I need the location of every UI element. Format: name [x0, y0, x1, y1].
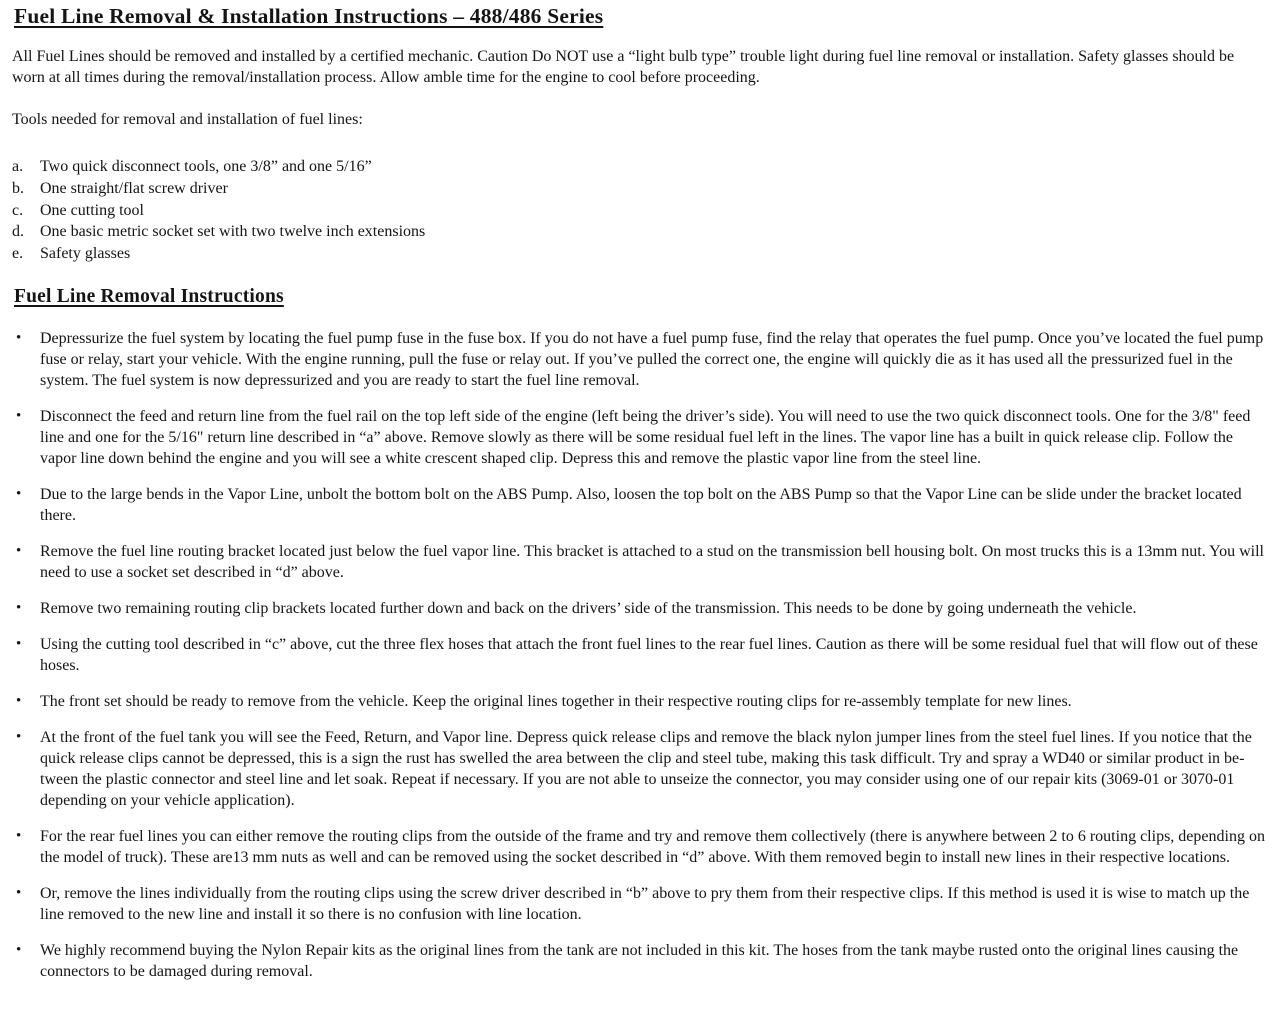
tool-item-marker: c.: [12, 201, 24, 219]
step-text: Remove the fuel line routing bracket located just below the fuel vapor line. This bracket is attached to a stud on the transmission bell housing bolt. On most trucks this is a 13mm nut. You will need to use a socket set described in “d” above.: [40, 542, 1264, 581]
step-text: Due to the large bends in the Vapor Line, unbolt the bottom bolt on the ABS Pump. Also, loosen the top bolt on the ABS Pump so that the Vapor Line can be slide under the bracket located there.: [40, 485, 1242, 524]
step-text: Disconnect the feed and return line from the fuel rail on the top left side of the engine (left being the driver’s side). You will need to use the two quick disconnect tools. One for the 3/8" feed line and one for the 5/16" return line described in “a” above. Remove slowly as there will be some residual fuel left in the lines. The vapor line has a built in quick release clip. Follow the vapor line down behind the engine and you will see a white crescent shaped clip. Depress this and remove the plastic vapor line from the steel line.: [40, 407, 1251, 467]
intro-paragraph: All Fuel Lines should be removed and installed by a certified mechanic. Caution Do NOT use a “light bulb type” trouble light during fuel line removal or installation. Safety glasses should be worn at all times during the removal/installation process. Allow amble time for the engine to cool before proceeding.: [12, 48, 1235, 86]
tool-item: [12, 156, 1266, 178]
bullet-icon: •: [16, 728, 22, 745]
tool-item-marker: a.: [12, 158, 24, 175]
bullet-icon: •: [16, 407, 22, 424]
step-item: [12, 883, 1266, 925]
step-text: Remove two remaining routing clip brackets located further down and back on the drivers’ side of the transmission. This needs to be done by going underneath the vehicle.: [40, 599, 1137, 617]
tool-item-text: One basic metric socket set with two twelve inch extensions: [40, 223, 426, 241]
step-item: [12, 826, 1266, 868]
tool-item: [12, 243, 1266, 265]
step-text: We highly recommend buying the Nylon Repair kits as the original lines from the tank are not included in this kit. The hoses from the tank maybe rusted onto the original lines causing the connectors to be damaged during removal.: [40, 941, 1239, 980]
tool-item-marker: b.: [12, 179, 24, 197]
tools-intro-line: Tools needed for removal and installation of fuel lines:: [12, 111, 363, 128]
bullet-icon: •: [16, 485, 22, 502]
tool-item: [12, 178, 1266, 200]
step-item: [12, 328, 1266, 391]
bullet-icon: •: [16, 542, 22, 559]
step-item: [12, 727, 1266, 811]
tool-item-marker: e.: [12, 245, 24, 263]
step-item: [12, 940, 1266, 982]
section-heading: Fuel Line Removal Instructions: [14, 285, 284, 307]
step-item: [12, 634, 1266, 676]
step-item: [12, 691, 1266, 712]
tool-item-text: Safety glasses: [40, 245, 131, 263]
step-item: [12, 484, 1266, 526]
bullet-icon: •: [16, 329, 22, 346]
removal-steps-list: [12, 328, 1266, 982]
bullet-icon: •: [16, 884, 22, 901]
step-item: [12, 598, 1266, 619]
bullet-icon: •: [16, 827, 22, 844]
step-item: [12, 406, 1266, 469]
tools-list: [12, 156, 1266, 265]
step-text: At the front of the fuel tank you will see the Feed, Return, and Vapor line. Depress quick release clips and remove the black nylon jumper lines from the steel fuel lines. If you notice that the quick release clips cannot be depressed, this is a sign the rust has swelled the area between the clip and steel tube, making this task difficult. Try and spray a WD40 or similar product in be-tween the plastic connector and steel line and let soak. Repeat if necessary. If you are not able to unseize the connector, you may consider using one of our repair kits (3069-01 or 3070-01 depending on your vehicle application).: [40, 728, 1252, 809]
document-title: Fuel Line Removal & Installation Instructions – 488/486 Series: [14, 4, 604, 28]
bullet-icon: •: [16, 692, 22, 709]
tool-item-text: Two quick disconnect tools, one 3/8” and one 5/16”: [40, 158, 372, 175]
tool-item: [12, 221, 1266, 243]
step-text: Or, remove the lines individually from the routing clips using the screw driver described in “b” above to pry them from their respective clips. If this method is used it is wise to match up the line removed to the new line and install it so there is no confusion with line location.: [40, 884, 1250, 923]
step-text: For the rear fuel lines you can either remove the routing clips from the outside of the frame and try and remove them collectively (there is anywhere between 2 to 6 routing clips, depending on the model of truck). These are13 mm nuts as well and can be removed using the socket described in “d” above. With them removed begin to install new lines in their respective locations.: [40, 827, 1265, 866]
tool-item-marker: d.: [12, 223, 24, 241]
tool-item-text: One cutting tool: [40, 201, 144, 219]
step-item: [12, 541, 1266, 583]
bullet-icon: •: [16, 599, 22, 616]
tool-item: [12, 200, 1266, 222]
bullet-icon: •: [16, 941, 22, 958]
bullet-icon: •: [16, 635, 22, 652]
step-text: Depressurize the fuel system by locating the fuel pump fuse in the fuse box. If you do not have a fuel pump fuse, find the relay that operates the fuel pump. Once you’ve located the fuel pump fuse or relay, start your vehicle. With the engine running, pull the fuse or relay out. If you’ve pulled the correct one, the engine will quickly die as it has used all the pressurized fuel in the system. The fuel system is now depressurized and you are ready to start the fuel line removal.: [40, 329, 1264, 389]
step-text: Using the cutting tool described in “c” above, cut the three flex hoses that attach the front fuel lines to the rear fuel lines. Caution as there will be some residual fuel that will flow out of these hoses.: [40, 635, 1258, 674]
tool-item-text: One straight/flat screw driver: [40, 179, 228, 197]
step-text: The front set should be ready to remove from the vehicle. Keep the original lines together in their respective routing clips for re-assembly template for new lines.: [40, 692, 1072, 710]
